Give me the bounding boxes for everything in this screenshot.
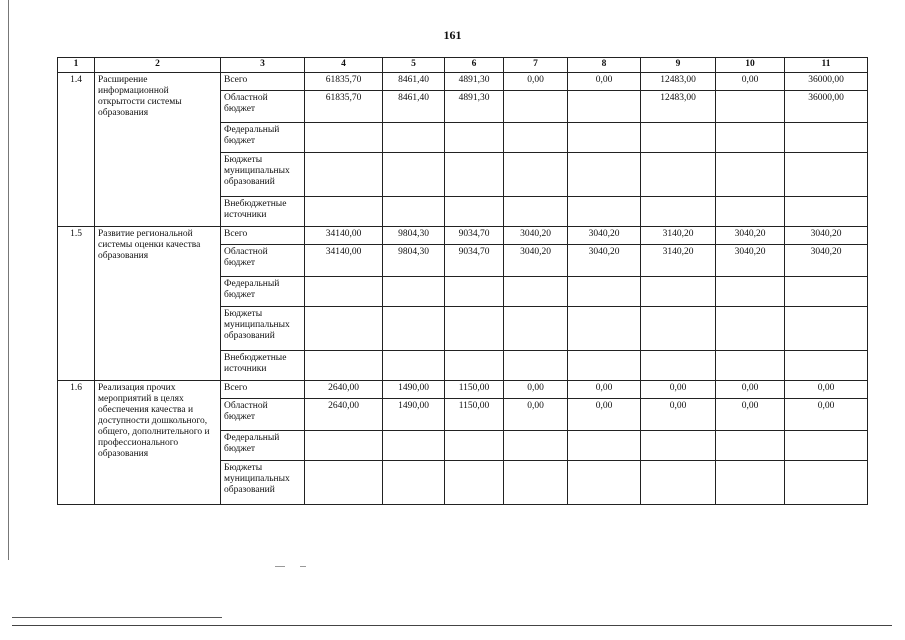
value-cell — [305, 153, 383, 197]
value-cell — [568, 197, 641, 227]
divider — [12, 617, 222, 618]
value-cell — [305, 461, 383, 505]
value-cell — [445, 123, 504, 153]
value-cell — [445, 197, 504, 227]
value-cell — [641, 307, 716, 351]
value-cell: 0,00 — [504, 73, 568, 91]
table-row — [58, 73, 868, 91]
value-cell — [504, 153, 568, 197]
value-cell — [305, 123, 383, 153]
funding-source: Внебюджетные источники — [221, 351, 305, 381]
funding-source: Областной бюджет — [221, 91, 305, 123]
value-cell: 4891,30 — [445, 73, 504, 91]
funding-source: Областной бюджет — [221, 245, 305, 277]
item-name: Развитие региональной системы оценки качества образования — [95, 227, 221, 381]
value-cell: 0,00 — [785, 381, 868, 399]
value-cell: 1490,00 — [383, 399, 445, 431]
funding-source: Всего — [221, 381, 305, 399]
value-cell — [383, 277, 445, 307]
value-cell — [716, 461, 785, 505]
divider — [300, 566, 306, 567]
value-cell — [383, 197, 445, 227]
value-cell: 3140,20 — [641, 227, 716, 245]
value-cell: 34140,00 — [305, 227, 383, 245]
value-cell: 8461,40 — [383, 91, 445, 123]
value-cell: 3040,20 — [716, 245, 785, 277]
value-cell — [785, 351, 868, 381]
value-cell: 0,00 — [716, 381, 785, 399]
value-cell — [445, 307, 504, 351]
value-cell — [568, 153, 641, 197]
col-header: 1 — [58, 58, 95, 73]
value-cell: 9804,30 — [383, 245, 445, 277]
value-cell — [383, 307, 445, 351]
value-cell — [716, 351, 785, 381]
value-cell: 1490,00 — [383, 381, 445, 399]
value-cell: 3040,20 — [716, 227, 785, 245]
item-number: 1.5 — [58, 227, 95, 381]
value-cell: 0,00 — [785, 399, 868, 431]
header-row — [58, 58, 868, 73]
value-cell — [716, 197, 785, 227]
value-cell: 0,00 — [568, 399, 641, 431]
funding-source: Бюджеты муниципальных образований — [221, 153, 305, 197]
page-number: 161 — [443, 28, 462, 42]
budget-table — [57, 57, 868, 505]
value-cell — [641, 277, 716, 307]
value-cell: 3140,20 — [641, 245, 716, 277]
funding-source: Федеральный бюджет — [221, 277, 305, 307]
funding-source: Федеральный бюджет — [221, 431, 305, 461]
value-cell — [504, 123, 568, 153]
value-cell: 9034,70 — [445, 245, 504, 277]
value-cell — [445, 153, 504, 197]
value-cell — [716, 91, 785, 123]
item-number: 1.6 — [58, 381, 95, 505]
divider — [275, 566, 285, 567]
value-cell: 1150,00 — [445, 399, 504, 431]
col-header: 11 — [785, 58, 868, 73]
value-cell — [785, 197, 868, 227]
value-cell: 3040,20 — [504, 227, 568, 245]
table-row — [58, 381, 868, 399]
value-cell: 0,00 — [504, 381, 568, 399]
value-cell — [504, 351, 568, 381]
value-cell — [716, 277, 785, 307]
value-cell — [716, 431, 785, 461]
value-cell: 36000,00 — [785, 91, 868, 123]
value-cell: 0,00 — [568, 381, 641, 399]
table-row — [58, 227, 868, 245]
value-cell — [716, 123, 785, 153]
value-cell: 9034,70 — [445, 227, 504, 245]
funding-source: Внебюджетные источники — [221, 197, 305, 227]
value-cell — [568, 123, 641, 153]
value-cell — [504, 277, 568, 307]
value-cell — [641, 351, 716, 381]
value-cell: 0,00 — [716, 399, 785, 431]
col-header: 10 — [716, 58, 785, 73]
value-cell — [445, 351, 504, 381]
value-cell — [383, 123, 445, 153]
value-cell — [641, 431, 716, 461]
value-cell: 34140,00 — [305, 245, 383, 277]
value-cell: 36000,00 — [785, 73, 868, 91]
value-cell: 4891,30 — [445, 91, 504, 123]
value-cell — [641, 123, 716, 153]
col-header: 6 — [445, 58, 504, 73]
col-header: 7 — [504, 58, 568, 73]
value-cell — [785, 431, 868, 461]
value-cell — [785, 307, 868, 351]
funding-source: Всего — [221, 227, 305, 245]
item-name: Расширение информационной открытости системы образования — [95, 73, 221, 227]
value-cell — [568, 91, 641, 123]
funding-source: Областной бюджет — [221, 399, 305, 431]
value-cell — [305, 197, 383, 227]
value-cell — [785, 461, 868, 505]
value-cell: 8461,40 — [383, 73, 445, 91]
value-cell — [445, 277, 504, 307]
value-cell — [504, 197, 568, 227]
value-cell — [641, 197, 716, 227]
value-cell — [641, 153, 716, 197]
value-cell — [504, 431, 568, 461]
value-cell — [383, 431, 445, 461]
value-cell — [716, 153, 785, 197]
value-cell — [785, 277, 868, 307]
value-cell — [504, 91, 568, 123]
funding-source: Бюджеты муниципальных образований — [221, 307, 305, 351]
left-margin-rule — [8, 0, 9, 560]
value-cell — [785, 153, 868, 197]
value-cell — [383, 461, 445, 505]
col-header: 4 — [305, 58, 383, 73]
funding-source: Всего — [221, 73, 305, 91]
item-name: Реализация прочих мероприятий в целях обеспечения качества и доступности дошкольного, общего, дополнительного и профессионального образования — [95, 381, 221, 505]
value-cell: 1150,00 — [445, 381, 504, 399]
value-cell — [305, 307, 383, 351]
col-header: 8 — [568, 58, 641, 73]
value-cell: 0,00 — [716, 73, 785, 91]
value-cell — [641, 461, 716, 505]
value-cell: 3040,20 — [785, 227, 868, 245]
value-cell — [383, 351, 445, 381]
value-cell: 0,00 — [641, 381, 716, 399]
value-cell — [445, 461, 504, 505]
value-cell: 0,00 — [504, 399, 568, 431]
value-cell: 3040,20 — [568, 245, 641, 277]
value-cell — [305, 351, 383, 381]
funding-source: Бюджеты муниципальных образований — [221, 461, 305, 505]
divider — [12, 625, 892, 626]
value-cell — [445, 431, 504, 461]
value-cell — [568, 277, 641, 307]
value-cell — [785, 123, 868, 153]
value-cell: 2640,00 — [305, 399, 383, 431]
value-cell: 2640,00 — [305, 381, 383, 399]
value-cell: 0,00 — [568, 73, 641, 91]
value-cell: 3040,20 — [568, 227, 641, 245]
value-cell — [568, 351, 641, 381]
funding-source: Федеральный бюджет — [221, 123, 305, 153]
value-cell: 3040,20 — [785, 245, 868, 277]
value-cell: 61835,70 — [305, 73, 383, 91]
value-cell — [305, 431, 383, 461]
col-header: 5 — [383, 58, 445, 73]
item-number: 1.4 — [58, 73, 95, 227]
value-cell — [383, 153, 445, 197]
value-cell — [716, 307, 785, 351]
value-cell — [504, 307, 568, 351]
col-header: 9 — [641, 58, 716, 73]
value-cell — [568, 431, 641, 461]
value-cell — [568, 307, 641, 351]
value-cell: 12483,00 — [641, 73, 716, 91]
value-cell: 12483,00 — [641, 91, 716, 123]
value-cell — [305, 277, 383, 307]
value-cell: 61835,70 — [305, 91, 383, 123]
value-cell: 3040,20 — [504, 245, 568, 277]
col-header: 3 — [221, 58, 305, 73]
value-cell — [504, 461, 568, 505]
value-cell — [568, 461, 641, 505]
col-header: 2 — [95, 58, 221, 73]
value-cell: 0,00 — [641, 399, 716, 431]
value-cell: 9804,30 — [383, 227, 445, 245]
table-body — [58, 73, 868, 505]
